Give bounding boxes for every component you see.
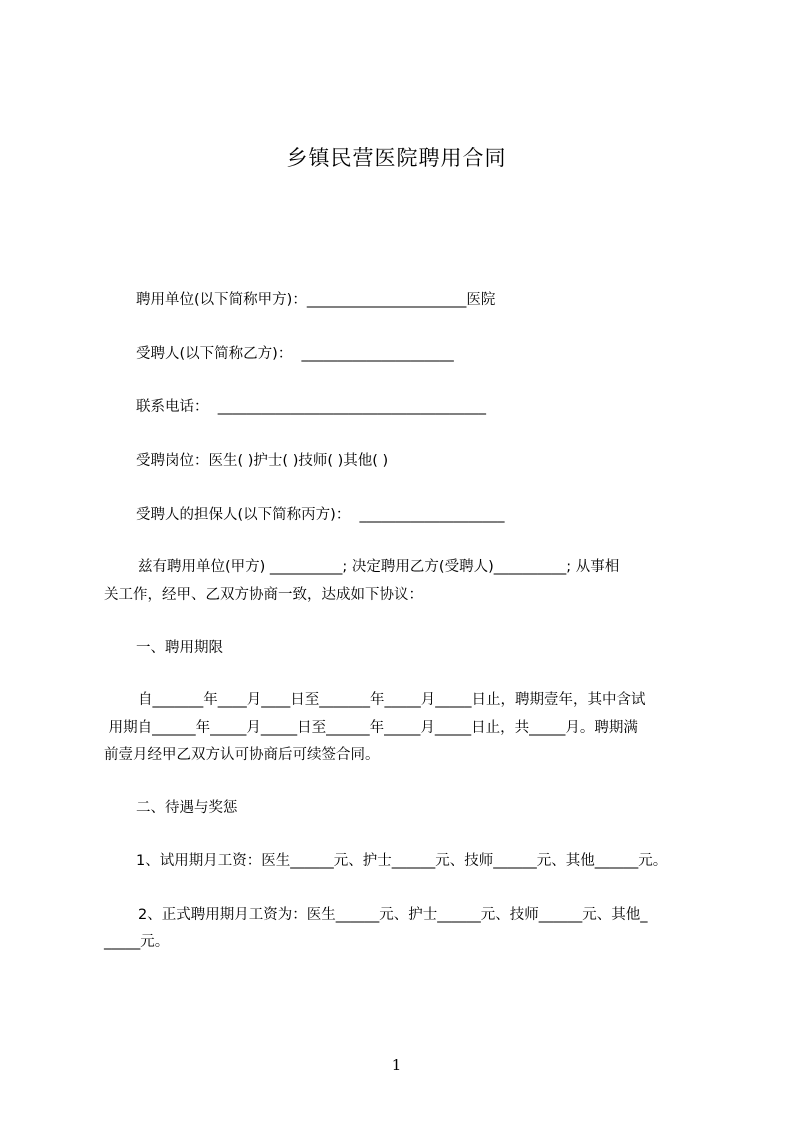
section-heading-term: 一、聘用期限 xyxy=(136,640,223,656)
term-line-2: 用期自______年_____月_____日至______年_____月_____日止，共_____月。聘期满 xyxy=(104,720,638,736)
term-line-1: 自_______年____月____日至_______年_____月_____日止，聘期壹年，其中含试 xyxy=(138,692,646,708)
guarantor-line: 受聘人的担保人(以下简称丙方)： ____________________ xyxy=(136,507,505,523)
employer-line: 聘用单位(以下简称甲方)：______________________医院 xyxy=(136,292,496,308)
section-heading-pay: 二、待遇与奖惩 xyxy=(136,800,238,816)
position-line: 受聘岗位：医生( )护士( )技师( )其他( ) xyxy=(136,453,389,469)
pay-line-1: 1、试用期月工资：医生______元、护士______元、技师______元、其他______元。 xyxy=(136,853,668,869)
employee-line: 受聘人(以下简称乙方)： _____________________ xyxy=(136,346,454,362)
pay-line-2b: _____元。 xyxy=(104,934,170,950)
page-title: 乡镇民营医院聘用合同 xyxy=(286,146,507,170)
page-number: 1 xyxy=(391,1056,402,1074)
pay-line-2a: 2、正式聘用期月工资为：医生______元、护士______元、技师______元、其他_ xyxy=(138,907,648,923)
intro-line-2: 关工作，经甲、乙双方协商一致，达成如下协议： xyxy=(104,587,423,603)
term-line-3: 前壹月经甲乙双方认可协商后可续签合同。 xyxy=(104,747,380,763)
intro-line-1: 兹有聘用单位(甲方) __________; 决定聘用乙方(受聘人)__________; 从事相 xyxy=(138,559,620,575)
phone-line: 联系电话： _____________________________________ xyxy=(136,399,486,415)
